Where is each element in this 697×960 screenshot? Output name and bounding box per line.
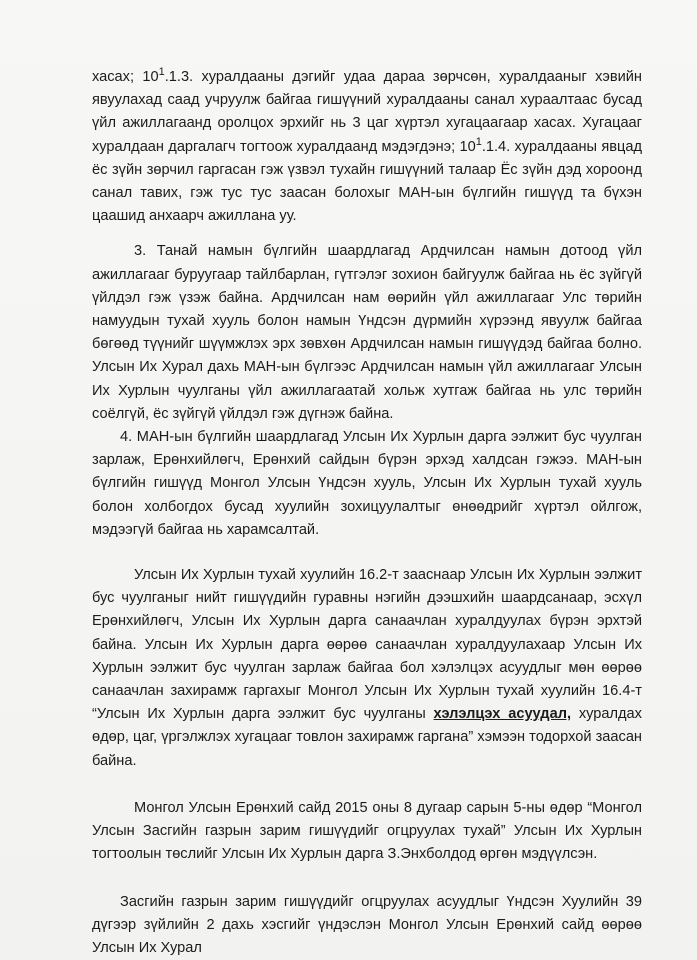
underlined-phrase: хэлэлцэх асуудал, [433,706,572,723]
paragraph-continuation [92,66,642,228]
paragraph-government-members: Засгийн газрын зарим гишүүдийг огцруулах асуудлыг Үндсэн Хуулийн 39 дүгээр зүйлийн 2 дахь хэсгийг үндэслэн Монгол Улсын Ерөнхий сайд өөрөө Улсын Их Хурал [92,893,642,956]
text-run: Улсын Их Хурлын тухай хуулийн 16.2-т зааснаар Улсын Их Хурлын ээлжит бус чуулганыг нийт гишүүдийн гуравны нэгийн дээшхийн шаардсанаар, эсхүл Ерөнхийлөгч, Улсын Их Хурлын дарга санаачлан хуралдуулах бүрэн эрхтэй байна. Улсын Их Хурлын дарга өөрөө санаачлан хуралдуулахаар Улсын Их Хурлын ээлжит бус чуулган зарлаж байгаа бол хэлэлцэх асуудлыг мөн өөрөө санаачлан захирамж гаргахыг Монгол Улсын Их Хурлын тухай хуулийн 16.4-т “Улсын Их Хурлын дарга ээлжит бус чуулганы [92,567,642,723]
paragraph-prime-minister: Монгол Улсын Ерөнхий сайд 2015 оны 8 дугаар сарын 5-ны өдөр “Монгол Улсын Засгийн газрын зарим гишүүдийг огцруулах тухай” Улсын Их Хурлын тогтоолын төслийг Улсын Их Хурлын дарга З.Энхболдод өргөн мэдүүлсэн. [92,799,642,863]
superscript: 1 [475,135,482,148]
paragraph-3: 3. Танай намын бүлгийн шаардлагад Ардчилсан намын дотоод үйл ажиллагааг буруугаар тайлбарлан, гүтгэлэг зохион байгуулж байгаа нь ёс зүйгүй үйлдэл гэж үзэж байна. Ардчилсан нам өөрийн үйл ажиллагааг Улс төрийн намуудын тухай хууль болон намын Үндсэн дүрмийн хүрээнд явуулж байгаа бөгөөд түүнийг шүүмжлэх эрх зөвхөн Ардчилсан намын гишүүдэд байгаа болно. Улсын Их Хурал дахь МАН-ын бүлгээс Ардчилсан намын үйл ажиллагааг Улсын Их Хурлын чуулганы үйл ажиллагаатай хольж хутгаж байгаа нь улс төрийн соёлгүй, ёс зүйгүй үйлдэл гэж дүгнэж байна. [92,243,642,422]
superscript: 1 [158,66,165,79]
text-run: .1.4. хуралдааны явцад ёс зүйн зөрчил гаргасан гэж үзвэл тухайн гишүүний талаар Ёс зүйн дэд хороонд санал тавих, гэж тус тус заасан болохыг МАН-ын бүлгийн гишүүд та бүхэн цаашид анхаарч ажиллана уу. [92,138,642,225]
paragraph-law-16-2 [92,564,642,773]
text-run: хасах; 10 [92,69,159,85]
paragraph-4: 4. МАН-ын бүлгийн шаардлагад Улсын Их Хурлын дарга ээлжит бус чуулган зарлаж, Ерөнхийлөгч, Ерөнхий сайдын бүрэн эрхэд халдсан гэжээ. МАН-ын бүлгийн гишүүд Монгол Улсын Үндсэн хууль, Улсын Их Хурлын тухай хууль болон холбогдох бусад хуулийн зохицуулалтыг өнөөдрийг хүртэл ойлгож, мэдээгүй байгаа нь харамсалтай. [92,429,642,538]
text-run: .1.3. хуралдааны дэгийг удаа дараа зөрчсөн, хуралдааныг хэвийн явуулахад саад учруулж байгаа гишүүний хуралдааны санал хураалтаас бусад үйл ажиллагаанд оролцох эрхийг нь 3 цаг хүртэл хугацаагаар хасах. Хугацааг хуралдаан даргалагч тогтоож хуралдаанд мэдэгдэнэ; 10 [92,69,642,155]
text-run: хуралдах өдөр, цаг, үргэлжлэх хугацааг товлон захирамж гаргана” хэмээн тодорхой заасан байна. [92,706,642,769]
document-body [92,66,642,960]
